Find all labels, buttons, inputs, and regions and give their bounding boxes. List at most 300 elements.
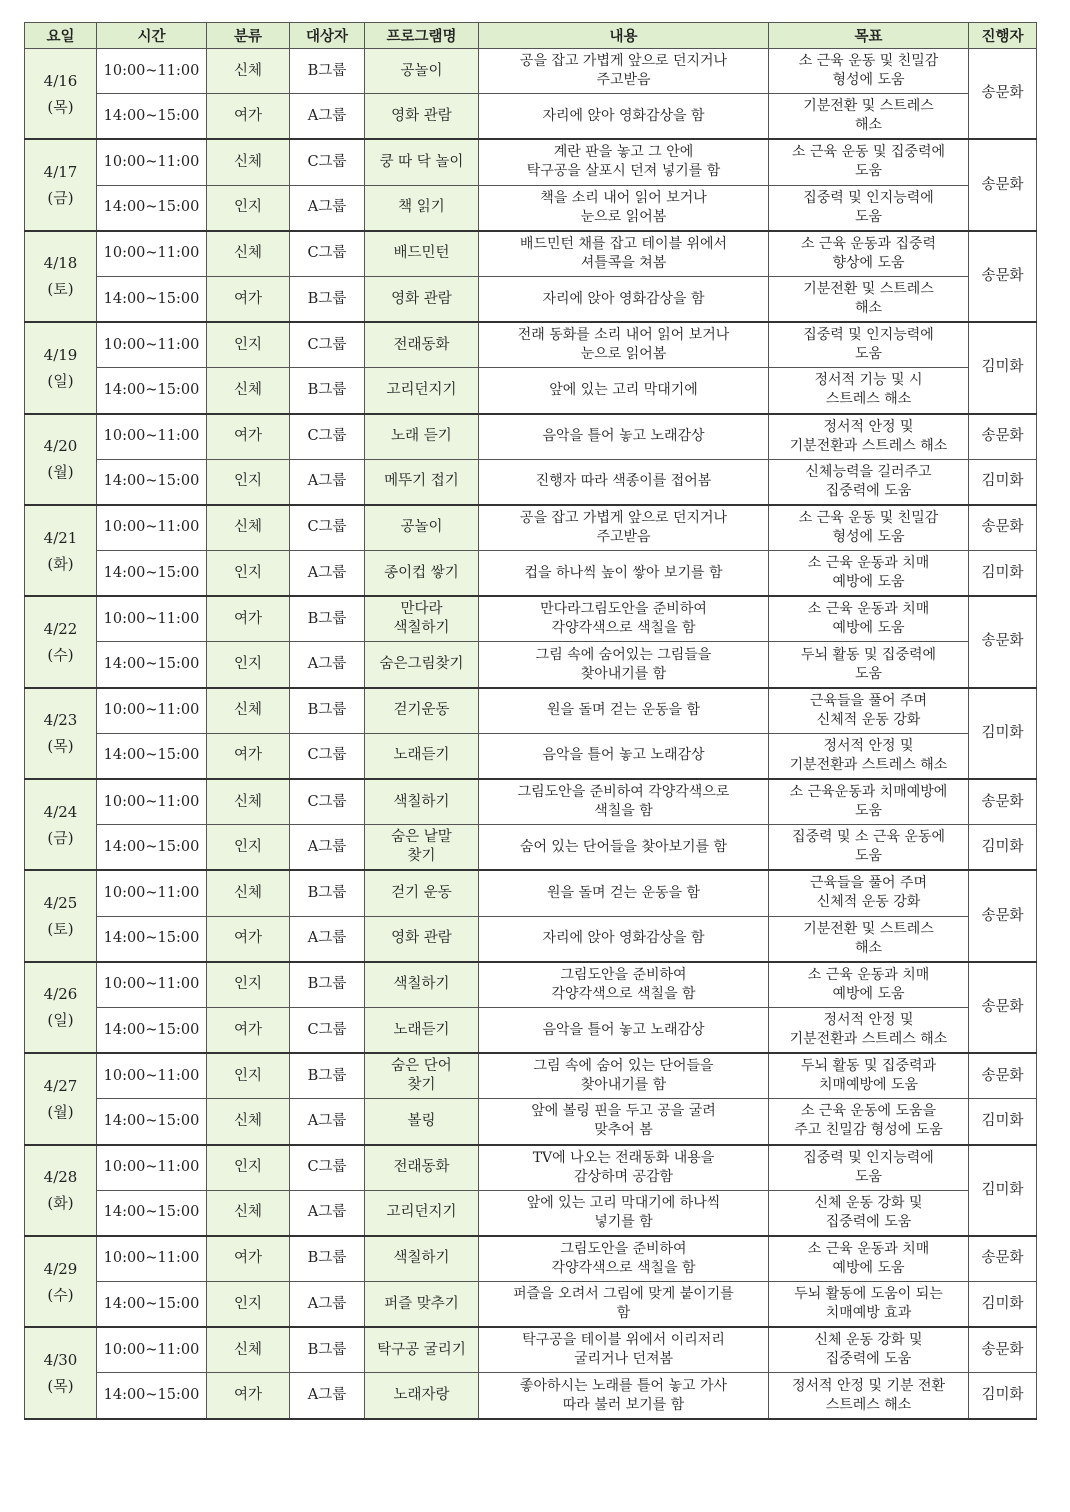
category-cell: 여가 [207, 596, 290, 642]
time-cell: 10:00~11:00 [97, 596, 207, 642]
leader-cell: 김미화 [969, 459, 1037, 505]
program-cell [365, 916, 479, 962]
goal-cell-line: 도움 [854, 208, 883, 225]
group-cell: C그룹 [290, 322, 365, 368]
content-cell-line: 음악을 틀어 놓고 노래감상 [542, 747, 705, 764]
program-cell [365, 94, 479, 140]
goal-cell [769, 94, 969, 140]
goal-cell-line: 정서적 안정 및 [823, 418, 914, 435]
category-cell: 인지 [207, 1282, 290, 1328]
category-cell: 인지 [207, 1145, 290, 1191]
schedule-row [25, 916, 1037, 962]
day-cell [25, 1145, 97, 1236]
program-cell-line: 숨은 단어 [391, 1058, 452, 1075]
program-cell-line: 숨은 낱말 [391, 829, 452, 846]
schedule-row [25, 1282, 1037, 1328]
program-cell [365, 642, 479, 688]
program-cell-line: 노래듣기 [393, 1021, 450, 1038]
time-cell: 10:00~11:00 [97, 779, 207, 825]
goal-cell [769, 49, 969, 94]
content-cell-line: 배드민턴 채를 잡고 테이블 위에서 [519, 235, 728, 252]
time-cell: 10:00~11:00 [97, 870, 207, 916]
program-cell-line: 탁구공 굴리기 [377, 1341, 466, 1358]
goal-cell-line: 신체적 운동 강화 [816, 711, 921, 728]
category-cell: 인지 [207, 825, 290, 871]
goal-cell-line: 도움 [854, 665, 883, 682]
leader-cell: 송문화 [969, 49, 1037, 140]
day-date: 4/26 [43, 985, 78, 1004]
goal-cell-line: 예방에 도움 [832, 574, 905, 591]
program-cell-line: 전래동화 [393, 336, 450, 353]
program-cell [365, 1373, 479, 1419]
time-cell: 14:00~15:00 [97, 368, 207, 414]
content-cell [479, 688, 769, 734]
program-cell [365, 49, 479, 94]
goal-cell-line: 스트레스 해소 [825, 391, 912, 408]
day-date: 4/24 [43, 802, 78, 821]
time-cell: 10:00~11:00 [97, 414, 207, 460]
time-cell: 14:00~15:00 [97, 1099, 207, 1145]
group-cell: B그룹 [290, 870, 365, 916]
program-cell-line: 볼링 [407, 1112, 436, 1129]
content-cell-line: 그림도안을 준비하여 [560, 966, 687, 983]
content-cell-line: 그림도안을 준비하여 각양각색으로 [517, 784, 730, 801]
program-cell [365, 368, 479, 414]
content-cell [479, 825, 769, 871]
goal-cell-line: 집중력 및 소 근육 운동에 [791, 829, 946, 846]
schedule-row [25, 414, 1037, 460]
program-cell [365, 505, 479, 551]
goal-cell [769, 916, 969, 962]
schedule-body [25, 49, 1037, 1419]
schedule-row [25, 276, 1037, 322]
day-weekday: (목) [47, 1376, 74, 1395]
content-cell [479, 916, 769, 962]
content-cell [479, 276, 769, 322]
category-cell: 신체 [207, 870, 290, 916]
program-cell [365, 551, 479, 597]
content-cell-line: 그림도안을 준비하여 [560, 1240, 687, 1257]
content-cell [479, 596, 769, 642]
content-cell-line: 맞추어 봄 [594, 1122, 653, 1139]
goal-cell [769, 459, 969, 505]
content-cell [479, 231, 769, 277]
header-category: 분류 [207, 23, 290, 49]
content-cell-line: 앞에 볼링 핀을 두고 공을 굴려 [531, 1103, 716, 1120]
day-date: 4/16 [43, 71, 78, 90]
program-cell-line: 책 읽기 [398, 199, 445, 216]
goal-cell-line: 두뇌 활동 및 집중력에 [800, 646, 937, 663]
goal-cell-line: 정서적 기능 및 시 [814, 372, 923, 389]
program-cell [365, 688, 479, 734]
program-cell [365, 185, 479, 231]
day-date: 4/28 [43, 1168, 78, 1187]
group-cell: A그룹 [290, 185, 365, 231]
day-weekday: (토) [47, 280, 74, 299]
program-cell-line: 걷기 운동 [391, 884, 452, 901]
program-cell [365, 414, 479, 460]
content-cell-line: 음악을 틀어 놓고 노래감상 [542, 1021, 705, 1038]
time-cell: 14:00~15:00 [97, 642, 207, 688]
leader-cell: 김미화 [969, 825, 1037, 871]
program-cell-line: 공놀이 [400, 519, 443, 536]
category-cell: 여가 [207, 414, 290, 460]
group-cell: B그룹 [290, 962, 365, 1008]
program-cell-line: 고리던지기 [386, 1204, 457, 1221]
goal-cell-line: 기분전환 및 스트레스 [803, 920, 934, 937]
content-cell-line: TV에 나오는 전래동화 내용을 [532, 1149, 715, 1166]
content-cell [479, 1236, 769, 1282]
leader-cell: 김미화 [969, 1282, 1037, 1328]
content-cell [479, 414, 769, 460]
goal-cell-line: 신체 운동 강화 및 [814, 1194, 923, 1211]
day-weekday: (화) [47, 554, 74, 573]
goal-cell-line: 치매예방 효과 [825, 1305, 912, 1322]
time-cell: 14:00~15:00 [97, 1007, 207, 1053]
schedule-row [25, 962, 1037, 1008]
day-weekday: (일) [47, 371, 74, 390]
header-target: 대상자 [290, 23, 365, 49]
program-cell-line: 노래자랑 [393, 1387, 450, 1404]
day-date: 4/18 [43, 254, 78, 273]
content-cell [479, 870, 769, 916]
group-cell: A그룹 [290, 551, 365, 597]
content-cell [479, 139, 769, 185]
day-weekday: (수) [47, 1285, 74, 1304]
goal-cell [769, 414, 969, 460]
schedule-row [25, 779, 1037, 825]
goal-cell [769, 368, 969, 414]
goal-cell-line: 정서적 안정 및 [823, 1012, 914, 1029]
category-cell: 신체 [207, 1190, 290, 1236]
schedule-row [25, 185, 1037, 231]
leader-cell: 김미화 [969, 1099, 1037, 1145]
program-cell-line: 쿵 따 닥 놀이 [379, 153, 464, 170]
time-cell: 14:00~15:00 [97, 276, 207, 322]
content-cell-line: 자리에 앉아 영화감상을 함 [542, 290, 705, 307]
goal-cell-line: 소 근육 운동과 치매 [807, 555, 930, 572]
program-cell-line: 찾기 [407, 1077, 436, 1094]
content-cell [479, 1145, 769, 1191]
goal-cell-line: 집중력에 도움 [825, 1351, 912, 1368]
goal-cell [769, 1327, 969, 1373]
program-cell-line: 숨은그림찾기 [379, 656, 464, 673]
schedule-row [25, 322, 1037, 368]
content-cell-line: 공을 잡고 가볍게 앞으로 던지거나 [519, 509, 728, 526]
content-cell-line: 좋아하시는 노래를 틀어 놓고 가사 [519, 1377, 728, 1394]
content-cell-line: 따라 불러 보기를 함 [562, 1396, 685, 1413]
leader-cell: 송문화 [969, 1327, 1037, 1373]
category-cell: 여가 [207, 1373, 290, 1419]
goal-cell-line: 신체능력을 길러주고 [805, 463, 932, 480]
group-cell: C그룹 [290, 733, 365, 779]
goal-cell-line: 소 근육 운동과 치매 [807, 1240, 930, 1257]
schedule-sheet [24, 22, 1036, 1420]
category-cell: 인지 [207, 322, 290, 368]
program-cell-line: 노래 듣기 [391, 428, 452, 445]
goal-cell [769, 825, 969, 871]
day-cell [25, 139, 97, 230]
schedule-row [25, 642, 1037, 688]
content-cell-line: 넣기를 함 [594, 1213, 653, 1230]
content-cell [479, 1373, 769, 1419]
group-cell: B그룹 [290, 688, 365, 734]
category-cell: 신체 [207, 139, 290, 185]
category-cell: 인지 [207, 1053, 290, 1099]
day-cell [25, 870, 97, 961]
time-cell: 10:00~11:00 [97, 1236, 207, 1282]
category-cell: 인지 [207, 459, 290, 505]
day-date: 4/20 [43, 437, 78, 456]
group-cell: A그룹 [290, 916, 365, 962]
content-cell-line: 전래 동화를 소리 내어 읽어 보거나 [517, 327, 730, 344]
header-row [25, 23, 1037, 49]
category-cell: 신체 [207, 779, 290, 825]
goal-cell [769, 185, 969, 231]
leader-cell: 김미화 [969, 322, 1037, 413]
leader-cell: 송문화 [969, 596, 1037, 687]
category-cell: 여가 [207, 276, 290, 322]
day-weekday: (토) [47, 920, 74, 939]
time-cell: 10:00~11:00 [97, 322, 207, 368]
schedule-row [25, 688, 1037, 734]
content-cell-line: 음악을 틀어 놓고 노래감상 [542, 428, 705, 445]
program-cell [365, 322, 479, 368]
day-date: 4/19 [43, 345, 78, 364]
content-cell-line: 그림 속에 숨어 있는 단어들을 [533, 1058, 714, 1075]
schedule-row [25, 825, 1037, 871]
content-cell-line: 원을 돌며 걷는 운동을 함 [546, 702, 701, 719]
day-date: 4/29 [43, 1259, 78, 1278]
day-cell [25, 1236, 97, 1327]
program-cell [365, 139, 479, 185]
day-weekday: (수) [47, 645, 74, 664]
program-cell [365, 962, 479, 1008]
goal-cell-line: 해소 [854, 939, 883, 956]
time-cell: 14:00~15:00 [97, 185, 207, 231]
goal-cell-line: 두뇌 활동 및 집중력과 [800, 1058, 937, 1075]
day-date: 4/30 [43, 1350, 78, 1369]
content-cell-line: 셔틀콕을 쳐봄 [580, 254, 667, 271]
content-cell-line: 퍼즐을 오려서 그림에 맞게 붙이기를 [513, 1286, 734, 1303]
group-cell: B그룹 [290, 1327, 365, 1373]
day-date: 4/25 [43, 894, 78, 913]
day-weekday: (화) [47, 1194, 74, 1213]
content-cell-line: 각양각색으로 색칠을 함 [551, 985, 696, 1002]
schedule-row [25, 505, 1037, 551]
content-cell [479, 322, 769, 368]
day-weekday: (일) [47, 1011, 74, 1030]
goal-cell-line: 치매예방에 도움 [818, 1077, 919, 1094]
program-cell [365, 459, 479, 505]
day-weekday: (금) [47, 828, 74, 847]
category-cell: 여가 [207, 733, 290, 779]
goal-cell-line: 신체적 운동 강화 [816, 894, 921, 911]
content-cell [479, 459, 769, 505]
goal-cell-line: 소 근육 운동 및 친밀감 [798, 509, 939, 526]
schedule-row [25, 1373, 1037, 1419]
goal-cell-line: 기분전환과 스트레스 해소 [789, 1031, 948, 1048]
schedule-row [25, 1007, 1037, 1053]
time-cell: 10:00~11:00 [97, 1053, 207, 1099]
header-content: 내용 [479, 23, 769, 49]
content-cell-line: 주고받음 [596, 528, 651, 545]
group-cell: A그룹 [290, 1373, 365, 1419]
category-cell: 여가 [207, 1236, 290, 1282]
program-cell [365, 825, 479, 871]
day-cell [25, 688, 97, 779]
day-date: 4/22 [43, 619, 78, 638]
header-day: 요일 [25, 23, 97, 49]
category-cell: 신체 [207, 1099, 290, 1145]
schedule-row [25, 1099, 1037, 1145]
goal-cell-line: 정서적 안정 및 [823, 737, 914, 754]
content-cell [479, 1099, 769, 1145]
schedule-row [25, 1327, 1037, 1373]
goal-cell-line: 기분전환과 스트레스 해소 [789, 437, 948, 454]
time-cell: 10:00~11:00 [97, 49, 207, 94]
day-cell [25, 49, 97, 140]
leader-cell: 송문화 [969, 1053, 1037, 1099]
category-cell: 인지 [207, 185, 290, 231]
time-cell: 14:00~15:00 [97, 459, 207, 505]
content-cell-line: 자리에 앉아 영화감상을 함 [542, 107, 705, 124]
group-cell: A그룹 [290, 642, 365, 688]
group-cell: C그룹 [290, 231, 365, 277]
day-cell [25, 1327, 97, 1418]
goal-cell [769, 551, 969, 597]
leader-cell: 송문화 [969, 870, 1037, 961]
content-cell [479, 185, 769, 231]
group-cell: A그룹 [290, 94, 365, 140]
leader-cell: 김미화 [969, 1145, 1037, 1236]
program-cell [365, 596, 479, 642]
time-cell: 10:00~11:00 [97, 1327, 207, 1373]
program-cell [365, 231, 479, 277]
goal-cell [769, 733, 969, 779]
content-cell-line: 색칠을 함 [594, 803, 653, 820]
content-cell-line: 찾아내기를 함 [580, 665, 667, 682]
content-cell-line: 계란 판을 놓고 그 안에 [553, 144, 694, 161]
program-cell [365, 276, 479, 322]
goal-cell-line: 신체 운동 강화 및 [814, 1332, 923, 1349]
time-cell: 14:00~15:00 [97, 733, 207, 779]
group-cell: B그룹 [290, 596, 365, 642]
goal-cell [769, 1282, 969, 1328]
content-cell [479, 49, 769, 94]
group-cell: B그룹 [290, 49, 365, 94]
group-cell: C그룹 [290, 1145, 365, 1191]
day-date: 4/17 [43, 163, 78, 182]
content-cell-line: 원을 돌며 걷는 운동을 함 [546, 884, 701, 901]
program-cell-line: 영화 관람 [391, 930, 452, 947]
goal-cell [769, 139, 969, 185]
content-cell-line: 진행자 따라 색종이를 접어봄 [535, 473, 712, 490]
goal-cell-line: 소 근육 운동 및 친밀감 [798, 53, 939, 70]
schedule-row [25, 231, 1037, 277]
header-goal: 목표 [769, 23, 969, 49]
goal-cell-line: 도움 [854, 346, 883, 363]
leader-cell: 송문화 [969, 962, 1037, 1053]
time-cell: 10:00~11:00 [97, 505, 207, 551]
day-cell [25, 779, 97, 870]
program-cell-line: 색칠하기 [393, 793, 450, 810]
program-cell [365, 1282, 479, 1328]
time-cell: 14:00~15:00 [97, 1190, 207, 1236]
schedule-row [25, 459, 1037, 505]
goal-cell [769, 1053, 969, 1099]
content-cell-line: 공을 잡고 가볍게 앞으로 던지거나 [519, 53, 728, 70]
goal-cell-line: 스트레스 해소 [825, 1396, 912, 1413]
group-cell: C그룹 [290, 139, 365, 185]
time-cell: 10:00~11:00 [97, 231, 207, 277]
goal-cell-line: 두뇌 활동에 도움이 되는 [794, 1286, 943, 1303]
time-cell: 14:00~15:00 [97, 94, 207, 140]
time-cell: 14:00~15:00 [97, 551, 207, 597]
goal-cell-line: 기분전환 및 스트레스 [803, 281, 934, 298]
time-cell: 10:00~11:00 [97, 139, 207, 185]
day-cell [25, 231, 97, 322]
leader-cell: 송문화 [969, 779, 1037, 825]
program-cell [365, 1236, 479, 1282]
leader-cell: 송문화 [969, 505, 1037, 551]
content-cell-line: 앞에 있는 고리 막대기에 [549, 381, 698, 398]
goal-cell [769, 1236, 969, 1282]
leader-cell: 송문화 [969, 414, 1037, 460]
program-schedule-table [24, 22, 1037, 1420]
group-cell: C그룹 [290, 1007, 365, 1053]
group-cell: B그룹 [290, 1236, 365, 1282]
schedule-row [25, 551, 1037, 597]
category-cell: 신체 [207, 505, 290, 551]
schedule-row [25, 94, 1037, 140]
program-cell [365, 1190, 479, 1236]
goal-cell [769, 870, 969, 916]
program-cell [365, 870, 479, 916]
program-cell-line: 종이컵 쌓기 [384, 564, 459, 581]
program-cell-line: 색칠하기 [393, 620, 450, 637]
category-cell: 여가 [207, 94, 290, 140]
content-cell-line: 눈으로 읽어봄 [580, 208, 667, 225]
content-cell [479, 779, 769, 825]
content-cell-line: 앞에 있는 고리 막대기에 하나씩 [526, 1194, 721, 1211]
goal-cell-line: 집중력 및 인지능력에 [803, 1149, 934, 1166]
time-cell: 14:00~15:00 [97, 825, 207, 871]
leader-cell: 김미화 [969, 551, 1037, 597]
schedule-row [25, 368, 1037, 414]
group-cell: A그룹 [290, 1282, 365, 1328]
goal-cell [769, 1099, 969, 1145]
group-cell: C그룹 [290, 779, 365, 825]
goal-cell-line: 도움 [854, 1168, 883, 1185]
content-cell [479, 1053, 769, 1099]
goal-cell-line: 근육들을 풀어 주며 [809, 692, 928, 709]
goal-cell-line: 소 근육 운동과 집중력 [800, 235, 937, 252]
goal-cell-line: 해소 [854, 117, 883, 134]
schedule-row [25, 870, 1037, 916]
category-cell: 신체 [207, 231, 290, 277]
group-cell: A그룹 [290, 1099, 365, 1145]
content-cell [479, 1190, 769, 1236]
time-cell: 10:00~11:00 [97, 1145, 207, 1191]
day-date: 4/23 [43, 711, 78, 730]
schedule-row [25, 596, 1037, 642]
content-cell [479, 94, 769, 140]
goal-cell-line: 집중력에 도움 [825, 1213, 912, 1230]
content-cell-line: 컵을 하나씩 높이 쌓아 보기를 함 [524, 564, 723, 581]
program-cell-line: 걷기운동 [393, 702, 450, 719]
day-cell [25, 962, 97, 1053]
